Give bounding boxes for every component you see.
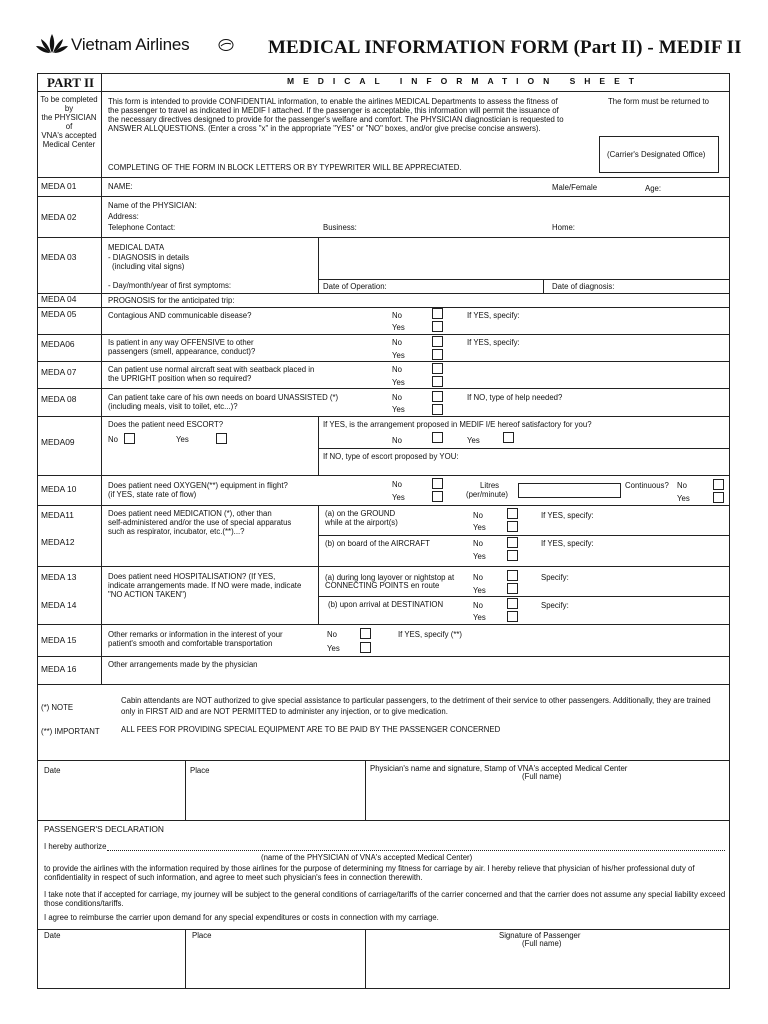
meda09-code: MEDA09 bbox=[41, 437, 75, 447]
meda10-code: MEDA 10 bbox=[41, 484, 77, 494]
ground-yes-checkbox[interactable] bbox=[507, 521, 518, 532]
name-label: NAME: bbox=[108, 182, 133, 191]
meda05-question: Contagious AND communicable disease? bbox=[108, 311, 252, 320]
authorize-line[interactable] bbox=[107, 850, 725, 851]
physician-label: Name of the PHYSICIAN: bbox=[108, 201, 197, 210]
meda09-yes-checkbox[interactable] bbox=[216, 433, 227, 444]
layover-no-checkbox[interactable] bbox=[507, 570, 518, 581]
meda10-yes-checkbox[interactable] bbox=[432, 491, 443, 502]
passenger-place-label: Place bbox=[192, 931, 212, 940]
skyteam-icon bbox=[218, 38, 234, 52]
airline-logo bbox=[35, 33, 235, 57]
meda15-yes-checkbox[interactable] bbox=[360, 642, 371, 653]
left-note: To be completed by the PHYSICIAN of VNA's accepted Medical Center bbox=[40, 95, 98, 149]
meda14-code: MEDA 14 bbox=[41, 600, 77, 610]
meda10-no-checkbox[interactable] bbox=[432, 478, 443, 489]
arrival-no-checkbox[interactable] bbox=[507, 598, 518, 609]
meda09-arrangement-yes-checkbox[interactable] bbox=[503, 432, 514, 443]
business-label: Business: bbox=[323, 223, 357, 232]
meda05-code: MEDA 05 bbox=[41, 309, 77, 319]
form-title: MEDICAL INFORMATION FORM (Part II) - MEDIF II bbox=[268, 37, 742, 58]
meda06-no-checkbox[interactable] bbox=[432, 336, 443, 347]
meda06-yes-checkbox[interactable] bbox=[432, 349, 443, 360]
lotus-icon bbox=[35, 33, 69, 55]
sheet-title: MEDICAL INFORMATION SHEET bbox=[287, 76, 643, 86]
prognosis-label: PROGNOSIS for the anticipated trip: bbox=[108, 296, 235, 305]
meda09-no-checkbox[interactable] bbox=[124, 433, 135, 444]
medical-data-label: MEDICAL DATA bbox=[108, 243, 165, 252]
ground-no-checkbox[interactable] bbox=[507, 508, 518, 519]
passenger-signature-label: Signature of Passenger bbox=[499, 931, 581, 940]
meda15-no-checkbox[interactable] bbox=[360, 628, 371, 639]
telephone-label: Telephone Contact: bbox=[108, 223, 176, 232]
intro-text: This form is intended to provide CONFIDENTIAL information, to enable the airlines MEDICAL Departments to assess the fitness of the passenger to travel as indicated in MEDIF I attached. If the passenger is acceptable, this information will permit the issuance of the necessary directives designed to provide for the passenger's welfare and comfort. The PHYSICIAN diagnostician is requested to ANSWER ALLQUESTIONS. (Enter a cross "x" in the appropriate "YES" or "NO" boxes, and/or give precise concise answers). bbox=[108, 97, 564, 133]
meda07-yes-checkbox[interactable] bbox=[432, 376, 443, 387]
continuous-no-checkbox[interactable] bbox=[713, 479, 724, 490]
note-label: (*) NOTE bbox=[41, 703, 74, 712]
important-label: (**) IMPORTANT bbox=[41, 727, 100, 736]
meda07-no-checkbox[interactable] bbox=[432, 363, 443, 374]
part-label: PART II bbox=[47, 75, 95, 90]
meda15-code: MEDA 15 bbox=[41, 635, 77, 645]
office-label: (Carrier's Designated Office) bbox=[607, 150, 706, 159]
layover-yes-checkbox[interactable] bbox=[507, 583, 518, 594]
passenger-date-label: Date bbox=[44, 931, 61, 940]
date-operation-label: Date of Operation: bbox=[323, 282, 387, 291]
address-label: Address: bbox=[108, 212, 139, 221]
physician-place-label: Place bbox=[190, 766, 210, 775]
meda07-code: MEDA 07 bbox=[41, 367, 77, 377]
continuous-yes-checkbox[interactable] bbox=[713, 492, 724, 503]
physician-signature-label: Physician's name and signature, Stamp of VNA's accepted Medical Center bbox=[370, 764, 628, 773]
meda03-code: MEDA 03 bbox=[41, 252, 77, 262]
vital-signs-label: (including vital signs) bbox=[112, 262, 185, 271]
meda05-no-checkbox[interactable] bbox=[432, 308, 443, 319]
meda08-code: MEDA 08 bbox=[41, 394, 77, 404]
meda08-no-checkbox[interactable] bbox=[432, 391, 443, 402]
airline-name: Vietnam Airlines bbox=[71, 35, 190, 54]
meda04-code: MEDA 04 bbox=[41, 294, 77, 304]
block-letters-note: COMPLETING OF THE FORM IN BLOCK LETTERS OR BY TYPEWRITER WILL BE APPRECIATED. bbox=[108, 163, 462, 172]
return-note: The form must be returned to bbox=[608, 97, 709, 106]
meda16-code: MEDA 16 bbox=[41, 664, 77, 674]
arrival-yes-checkbox[interactable] bbox=[507, 611, 518, 622]
important-text: ALL FEES FOR PROVIDING SPECIAL EQUIPMENT ARE TO BE PAID BY THE PASSENGER CONCERNED bbox=[121, 725, 501, 734]
meda08-yes-checkbox[interactable] bbox=[432, 404, 443, 415]
age-label: Age: bbox=[645, 184, 662, 193]
date-diagnosis-label: Date of diagnosis: bbox=[552, 282, 615, 291]
meda05-yes-checkbox[interactable] bbox=[432, 321, 443, 332]
meda02-code: MEDA 02 bbox=[41, 212, 77, 222]
meda13-code: MEDA 13 bbox=[41, 572, 77, 582]
note-text: Cabin attendants are NOT authorized to give special assistance to particular passengers, to the detriment of their service to other passengers. Additionally, they are trained only in FIRST AID and are NOT PERMITTED to administer any injection, or to give medication. bbox=[121, 696, 711, 717]
first-symptoms-label: - Day/month/year of first symptoms: bbox=[108, 281, 232, 290]
sex-label: Male/Female bbox=[552, 183, 598, 192]
physician-date-label: Date bbox=[44, 766, 61, 775]
meda09-arrangement-no-checkbox[interactable] bbox=[432, 432, 443, 443]
litres-per-minute-field[interactable] bbox=[518, 483, 621, 498]
meda01-code: MEDA 01 bbox=[41, 181, 77, 191]
diagnosis-label: - DIAGNOSIS in details bbox=[108, 253, 190, 262]
meda06-code: MEDA06 bbox=[41, 339, 75, 349]
meda12-code: MEDA12 bbox=[41, 537, 75, 547]
meda11-code: MEDA11 bbox=[41, 510, 74, 520]
home-label: Home: bbox=[552, 223, 575, 232]
declaration-title: PASSENGER'S DECLARATION bbox=[44, 824, 164, 834]
aircraft-yes-checkbox[interactable] bbox=[507, 550, 518, 561]
aircraft-no-checkbox[interactable] bbox=[507, 537, 518, 548]
